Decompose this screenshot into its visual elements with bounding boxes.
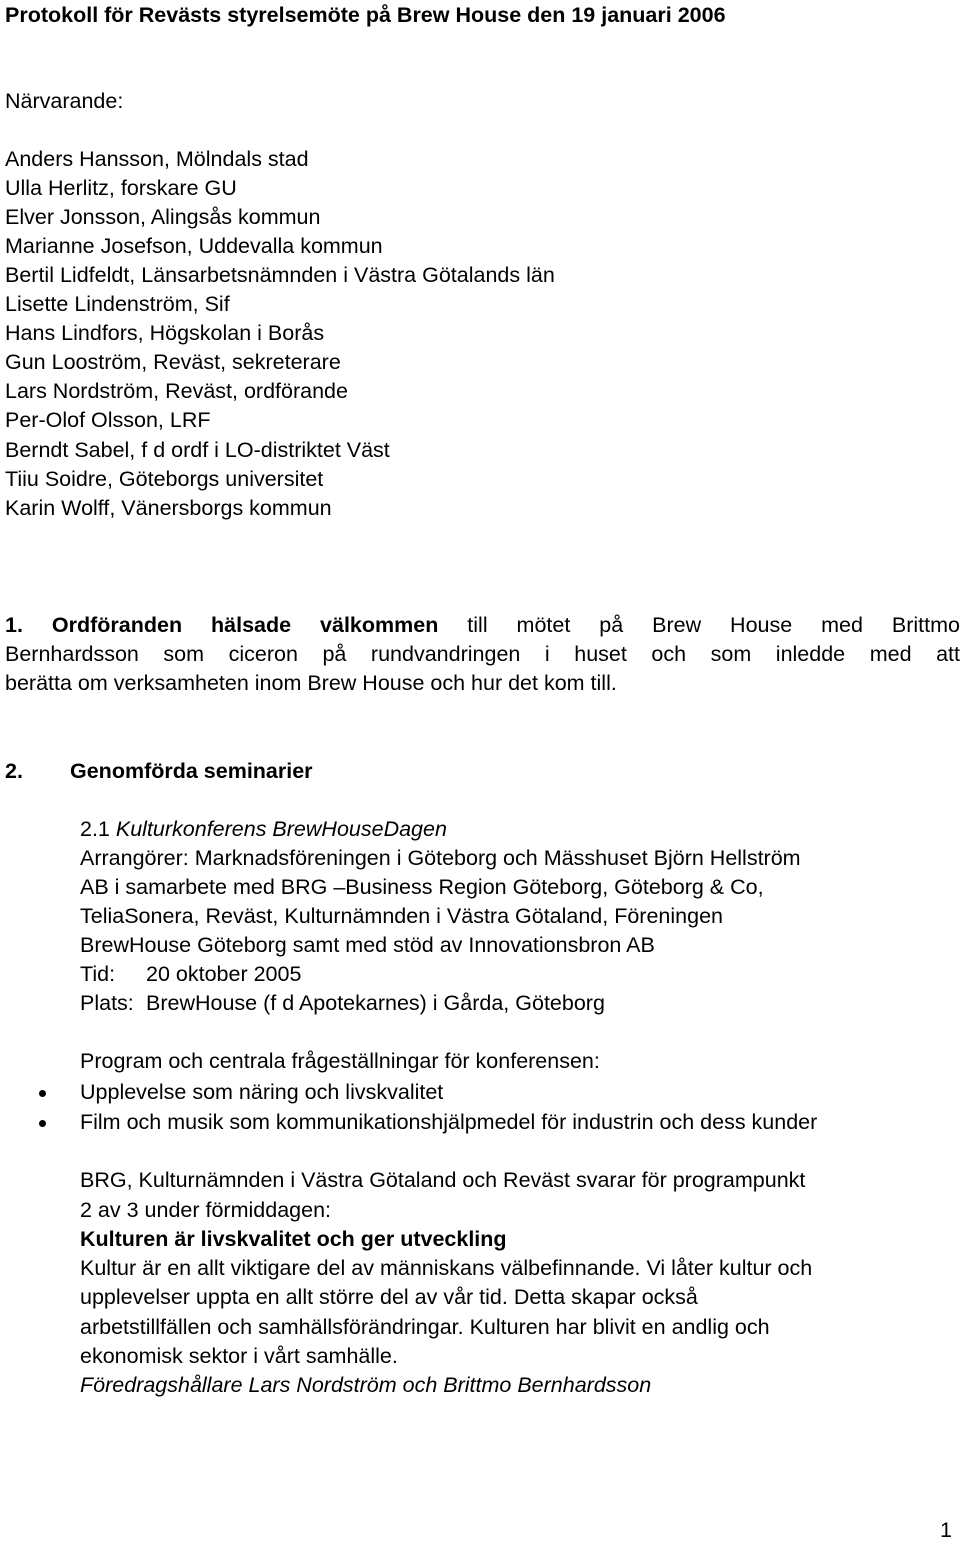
bullet-item: Upplevelse som näring och livskvalitet bbox=[80, 1080, 444, 1104]
item1-number: 1. bbox=[5, 613, 23, 637]
sub-heading-2-1 bbox=[80, 815, 447, 844]
item1-line-3: berätta om verksamheten inom Brew House och hur det kom till. bbox=[5, 671, 617, 695]
time-line bbox=[80, 960, 301, 989]
bullet-icon bbox=[39, 1090, 46, 1097]
item2-heading bbox=[5, 757, 313, 786]
responsibility-line: 2 av 3 under förmiddagen: bbox=[80, 1198, 331, 1222]
time-label: Tid: bbox=[80, 962, 116, 986]
talk-body-line: Kultur är en allt viktigare del av människans välbefinnande. Vi låter kultur och bbox=[80, 1256, 813, 1280]
attendee-item: Ulla Herlitz, forskare GU bbox=[5, 176, 237, 200]
sub-number: 2.1 bbox=[80, 817, 110, 841]
page-title: Protokoll för Revästs styrelsemöte på Brew House den 19 januari 2006 bbox=[5, 3, 726, 27]
item2-number: 2. bbox=[5, 759, 23, 783]
organizers-line: AB i samarbete med BRG –Business Region Göteborg, Göteborg & Co, bbox=[80, 875, 764, 899]
item1-text: till mötet på Brew House med Brittmo bbox=[467, 613, 960, 637]
item1-bold-lead: Ordföranden hälsade välkommen bbox=[51, 613, 439, 637]
time-value: 20 oktober 2005 bbox=[146, 962, 302, 986]
talk-body-line: arbetstillfällen och samhällsförändringar. Kulturen har blivit en andlig och bbox=[80, 1315, 770, 1339]
attendee-item: Bertil Lidfeldt, Länsarbetsnämnden i Västra Götalands län bbox=[5, 263, 555, 287]
place-line bbox=[80, 989, 605, 1018]
talk-body-line: ekonomisk sektor i vårt samhälle. bbox=[80, 1344, 398, 1368]
attendee-item: Hans Lindfors, Högskolan i Borås bbox=[5, 321, 325, 345]
organizers-line: BrewHouse Göteborg samt med stöd av Innovationsbron AB bbox=[80, 933, 655, 957]
attendee-item: Lars Nordström, Reväst, ordförande bbox=[5, 379, 348, 403]
attendee-item: Karin Wolff, Vänersborgs kommun bbox=[5, 496, 332, 520]
page-number: 1 bbox=[940, 1518, 952, 1542]
speakers-line: Föredragshållare Lars Nordström och Brittmo Bernhardsson bbox=[80, 1373, 652, 1397]
attendee-item: Lisette Lindenström, Sif bbox=[5, 292, 230, 316]
sub-title: Kulturkonferens BrewHouseDagen bbox=[115, 817, 447, 841]
program-heading: Program och centrala frågeställningar för konferensen: bbox=[80, 1049, 600, 1073]
bullet-item: Film och musik som kommunikationshjälpmedel för industrin och dess kunder bbox=[80, 1110, 818, 1134]
attendee-item: Anders Hansson, Mölndals stad bbox=[5, 147, 309, 171]
item1-line-2: Bernhardsson som ciceron på rundvandringen i huset och som inledde med att bbox=[5, 642, 960, 666]
organizers-line: TeliaSonera, Reväst, Kulturnämnden i Västra Götaland, Föreningen bbox=[80, 904, 723, 928]
talk-title: Kulturen är livskvalitet och ger utveckling bbox=[80, 1227, 507, 1251]
talk-body-line: upplevelser uppta en allt större del av vår tid. Detta skapar också bbox=[80, 1285, 698, 1309]
attendees-heading: Närvarande: bbox=[5, 89, 124, 113]
place-value: BrewHouse (f d Apotekarnes) i Gårda, Göteborg bbox=[146, 991, 605, 1015]
place-label: Plats: bbox=[80, 991, 134, 1015]
attendee-item: Marianne Josefson, Uddevalla kommun bbox=[5, 234, 383, 258]
attendee-item: Gun Looström, Reväst, sekreterare bbox=[5, 350, 341, 374]
attendee-item: Per-Olof Olsson, LRF bbox=[5, 408, 211, 432]
attendee-item: Tiiu Soidre, Göteborgs universitet bbox=[5, 467, 324, 491]
attendee-item: Elver Jonsson, Alingsås kommun bbox=[5, 205, 321, 229]
item1-line-1 bbox=[5, 611, 960, 640]
item2-heading-text: Genomförda seminarier bbox=[70, 759, 313, 783]
attendee-item: Berndt Sabel, f d ordf i LO-distriktet Väst bbox=[5, 438, 390, 462]
organizers-line: Arrangörer: Marknadsföreningen i Göteborg och Mässhuset Björn Hellström bbox=[80, 846, 801, 870]
responsibility-line: BRG, Kulturnämnden i Västra Götaland och Reväst svarar för programpunkt bbox=[80, 1168, 806, 1192]
bullet-icon bbox=[39, 1120, 46, 1127]
